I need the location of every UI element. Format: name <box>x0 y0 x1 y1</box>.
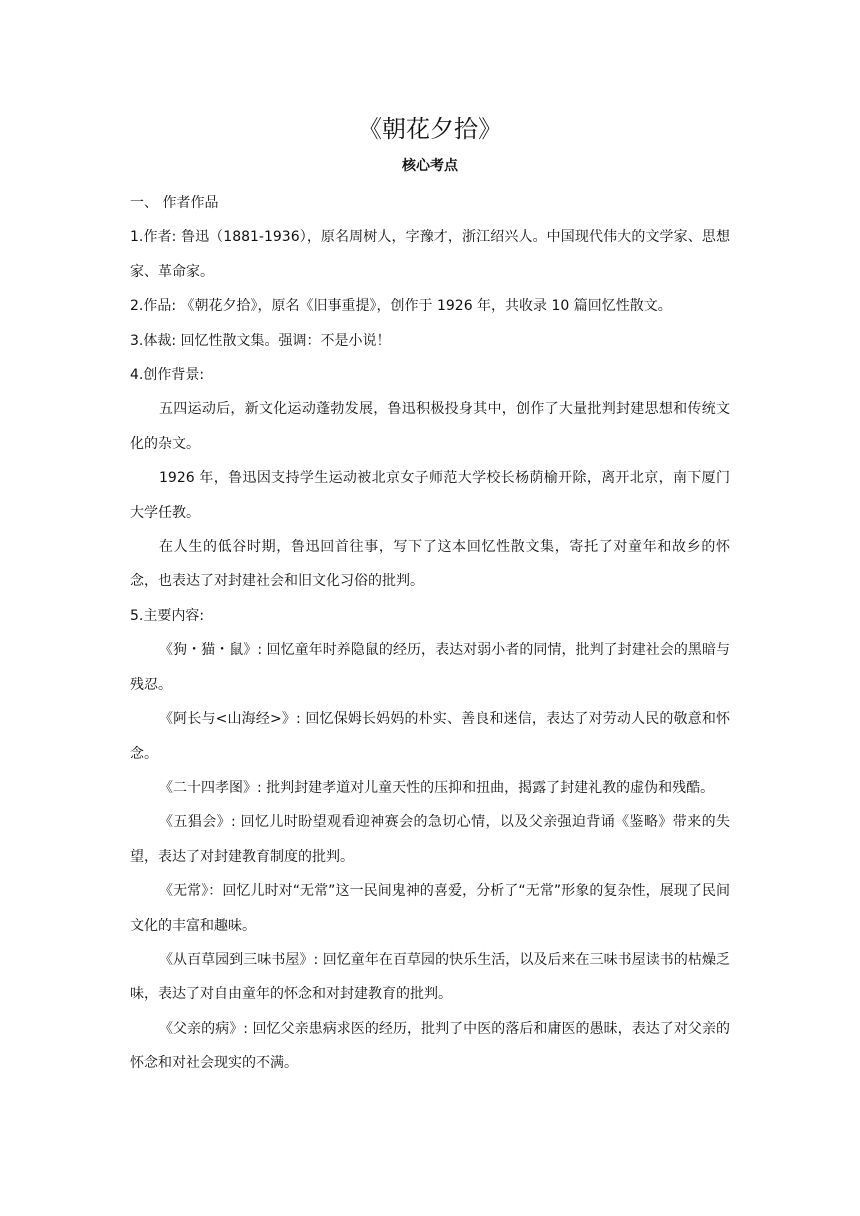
paragraph-content-baicaoyuan: 《从百草园到三味书屋》: 回忆童年在百草园的快乐生活，以及后来在三味书屋读书的枯燥乏味，表达了对自由童年的怀念和对封建教育的批判。 <box>130 951 730 1003</box>
paragraph-content-father-illness: 《父亲的病》: 回忆父亲患病求医的经历，批判了中医的落后和庸医的愚昧，表达了对父亲的怀念和对社会现实的不满。 <box>130 1020 730 1072</box>
paragraph-background-heading: 4.创作背景: <box>130 367 205 384</box>
paragraph-content-dog-cat-mouse: 《狗・猫・鼠》: 回忆童年时养隐鼠的经历，表达对弱小者的同情，批判了封建社会的黑暗与残忍。 <box>130 642 730 693</box>
paragraph-genre: 3.体裁: 回忆性散文集。强调：不是小说！ <box>130 332 391 349</box>
paragraph-content-wuchang: 《无常》：回忆儿时对“无常”这一民间鬼神的喜爱，分析了“无常”形象的复杂性，展现了民间文化的丰富和趣味。 <box>130 883 730 934</box>
paragraph-works: 2.作品: 《朝花夕拾》，原名《旧事重提》，创作于 1926 年，共收录 10 篇回忆性散文。 <box>130 298 672 315</box>
paragraph-content-24-filial: 《二十四孝图》: 批判封建孝道对儿童天性的压抑和扭曲，揭露了封建礼教的虚伪和残酷。 <box>159 779 715 796</box>
document-subtitle: 核心考点 <box>402 158 458 174</box>
section-heading-author-works: 一、 作者作品 <box>130 195 219 211</box>
paragraph-content-achang: 《阿长与<山海经>》: 回忆保姆长妈妈的朴实、善良和迷信，表达了对劳动人民的敬意和怀念。 <box>130 711 730 762</box>
paragraph-content-wuchanghui: 《五猖会》: 回忆儿时盼望观看迎神赛会的急切心情，以及父亲强迫背诵《鉴略》带来的失望，表达了对封建教育制度的批判。 <box>130 814 730 865</box>
paragraph-author: 1.作者: 鲁迅（1881-1936），原名周树人，字豫才，浙江绍兴人。中国现代伟大的文学家、思想家、革命家。 <box>130 229 730 280</box>
paragraph-background-3: 在人生的低谷时期，鲁迅回首往事，写下了这本回忆性散文集，寄托了对童年和故乡的怀念，也表达了对封建社会和旧文化习俗的批判。 <box>130 539 730 590</box>
paragraph-background-2: 1926 年，鲁迅因支持学生运动被北京女子师范大学校长杨荫榆开除，离开北京，南下厦门大学任教。 <box>130 470 730 521</box>
paragraph-background-1: 五四运动后，新文化运动蓬勃发展，鲁迅积极投身其中，创作了大量批判封建思想和传统文化的杂文。 <box>130 401 730 452</box>
paragraph-content-heading: 5.主要内容: <box>130 607 205 624</box>
document-title: 《朝花夕拾》 <box>358 115 502 143</box>
document-body <box>130 186 730 1081</box>
